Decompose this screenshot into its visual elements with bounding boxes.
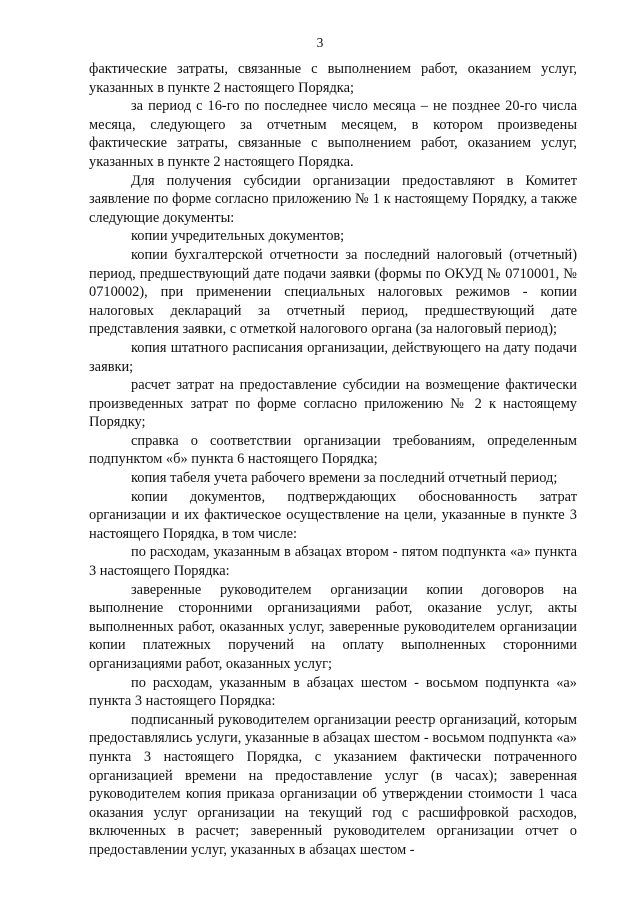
- paragraph: заверенные руководителем организации копии договоров на выполнение сторонними организациями работ, оказание услуг, акты выполненных работ, оказанных услуг, заверенные руководителем организации копии платежных поручений на оплату выполненных сторонними организациями работ, оказанных услуг;: [89, 581, 577, 672]
- paragraph: расчет затрат на предоставление субсидии на возмещение фактически произведенных затрат по форме согласно приложению № 2 к настоящему Порядку;: [89, 377, 577, 431]
- paragraph: справка о соответствии организации требованиям, определенным подпунктом «б» пункта 6 настоящего Порядка;: [89, 432, 577, 468]
- paragraph: по расходам, указанным в абзацах втором - пятом подпункта «а» пункта 3 настоящего Порядка:: [89, 544, 577, 580]
- paragraph: фактические затраты, связанные с выполнением работ, оказанием услуг, указанных в пункте 2 настоящего Порядка;: [89, 61, 577, 96]
- document-body: [89, 60, 577, 860]
- paragraph: копия табеля учета рабочего времени за последний отчетный период;: [131, 470, 558, 487]
- paragraph: за период с 16-го по последнее число месяца – не позднее 20-го числа месяца, следующего за отчетным месяцем, в котором произведены фактические затраты, связанные с выполнением работ, оказанием услуг, указанных в пункте 2 настоящего Порядка.: [89, 98, 577, 170]
- paragraph: копия штатного расписания организации, действующего на дату подачи заявки;: [89, 339, 577, 375]
- paragraph: Для получения субсидии организации предоставляют в Комитет заявление по форме согласно приложению № 1 к настоящему Порядку, а также следующие документы:: [89, 172, 577, 226]
- page-number: 3: [316, 35, 324, 50]
- paragraph: подписанный руководителем организации реестр организаций, которым предоставлялись услуги, указанные в абзацах шестом - восьмом подпункта «а» пункта 3 настоящего Порядка, с указанием фактически потраченного организацией времени на предоставление услуг (в часах); заверенная руководителем копия приказа организации об утверждении стоимости 1 часа оказания услуг организации на текущий год с расшифровкой расходов, включенных в расчет; заверенный руководителем организации отчет о предоставлении услуг, указанных в абзацах шестом -: [89, 711, 577, 858]
- paragraph: по расходам, указанным в абзацах шестом - восьмом подпункта «а» пункта 3 настоящего Порядка:: [89, 674, 577, 710]
- paragraph: копии документов, подтверждающих обоснованность затрат организации и их фактическое осуществление на цели, указанные в пункте 3 настоящего Порядка, в том числе:: [89, 488, 577, 542]
- paragraph: копии учредительных документов;: [131, 228, 345, 245]
- paragraph: копии бухгалтерской отчетности за последний налоговый (отчетный) период, предшествующий дате подачи заявки (формы по ОКУД № 0710001, № 0710002), при применении специальных налоговых режимов - копии налоговых деклараций за отчетный период, предшествующий дате представления заявки, с отметкой налогового органа (за налоговый период);: [89, 246, 577, 338]
